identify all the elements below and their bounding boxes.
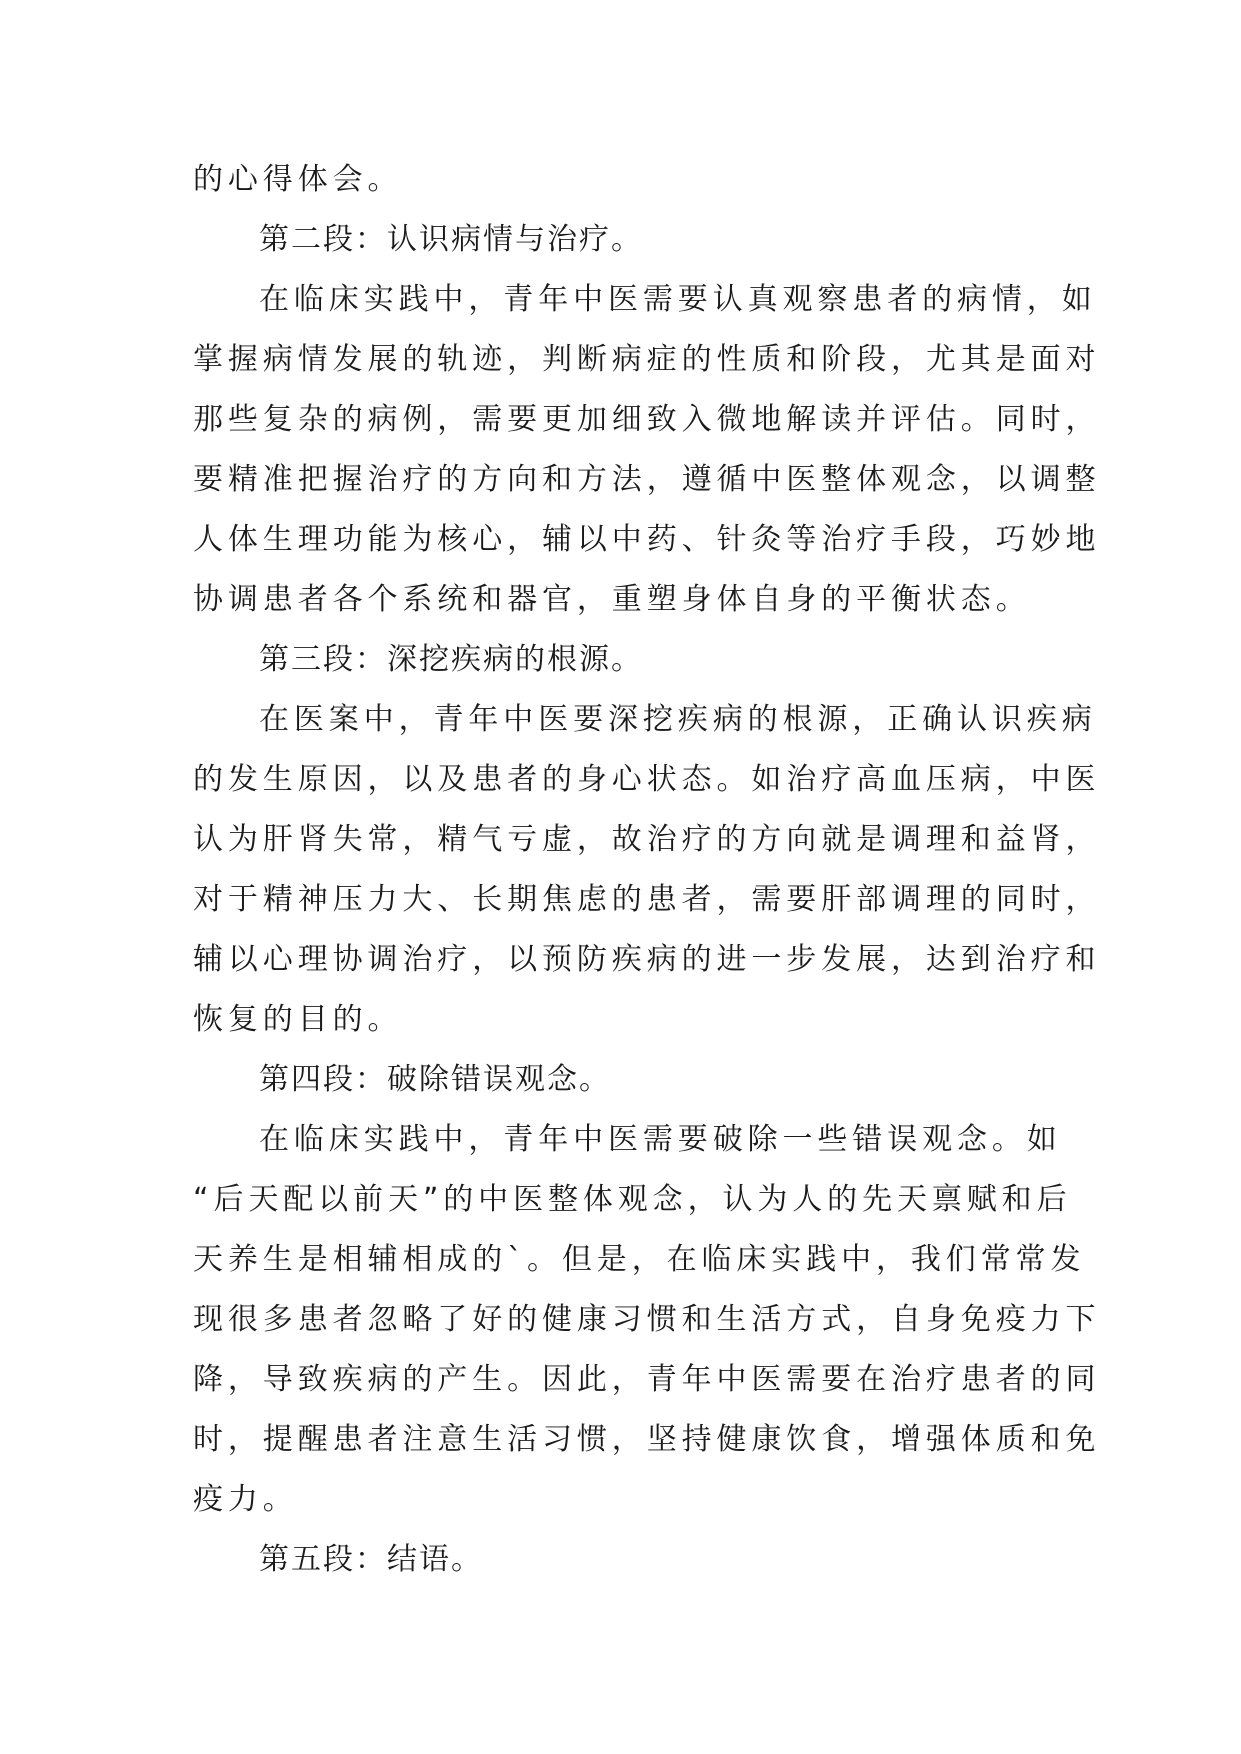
paragraph-line: 天养生是相辅相成的`。但是，在临床实践中，我们常常发 (193, 1242, 1086, 1277)
paragraph-line: “后天配以前天”的中医整体观念，认为人的先天禀赋和后 (193, 1182, 1072, 1217)
paragraph-line: 人体生理功能为核心，辅以中药、针灸等治疗手段，巧妙地 (193, 522, 1101, 557)
paragraph-line: 恢复的目的。 (193, 1002, 403, 1037)
document-body (193, 150, 1101, 1590)
paragraph-line: 那些复杂的病例，需要更加细致入微地解读并评估。同时， (193, 402, 1101, 437)
paragraph-line: 时，提醒患者注意生活习惯，坚持健康饮食，增强体质和免 (193, 1422, 1101, 1457)
paragraph-line: 在医案中，青年中医要深挖疾病的根源，正确认识疾病 (259, 702, 1097, 737)
section-heading-5: 第五段：结语。 (259, 1542, 483, 1577)
section-heading-4: 第四段：破除错误观念。 (259, 1062, 611, 1097)
paragraph-line: 协调患者各个系统和器官，重塑身体自身的平衡状态。 (193, 582, 1031, 617)
paragraph-line: 现很多患者忽略了好的健康习惯和生活方式，自身免疫力下 (193, 1302, 1101, 1337)
paragraph-line: 对于精神压力大、长期焦虑的患者，需要肝部调理的同时， (193, 882, 1101, 917)
paragraph-line: 疫力。 (193, 1482, 298, 1517)
paragraph-line: 认为肝肾失常，精气亏虚，故治疗的方向就是调理和益肾， (193, 822, 1101, 857)
paragraph-line: 的心得体会。 (193, 162, 403, 197)
paragraph-line: 掌握病情发展的轨迹，判断病症的性质和阶段，尤其是面对 (193, 342, 1101, 377)
paragraph-line: 在临床实践中，青年中医需要破除一些错误观念。如 (259, 1122, 1062, 1157)
paragraph-line: 辅以心理协调治疗，以预防疾病的进一步发展，达到治疗和 (193, 942, 1101, 977)
section-heading-3: 第三段：深挖疾病的根源。 (259, 642, 643, 677)
paragraph-line: 降，导致疾病的产生。因此，青年中医需要在治疗患者的同 (193, 1362, 1101, 1397)
paragraph-line: 的发生原因，以及患者的身心状态。如治疗高血压病，中医 (193, 762, 1101, 797)
paragraph-line: 在临床实践中，青年中医需要认真观察患者的病情，如 (259, 282, 1097, 317)
paragraph-line: 要精准把握治疗的方向和方法，遵循中医整体观念，以调整 (193, 462, 1101, 497)
section-heading-2: 第二段：认识病情与治疗。 (259, 222, 643, 257)
